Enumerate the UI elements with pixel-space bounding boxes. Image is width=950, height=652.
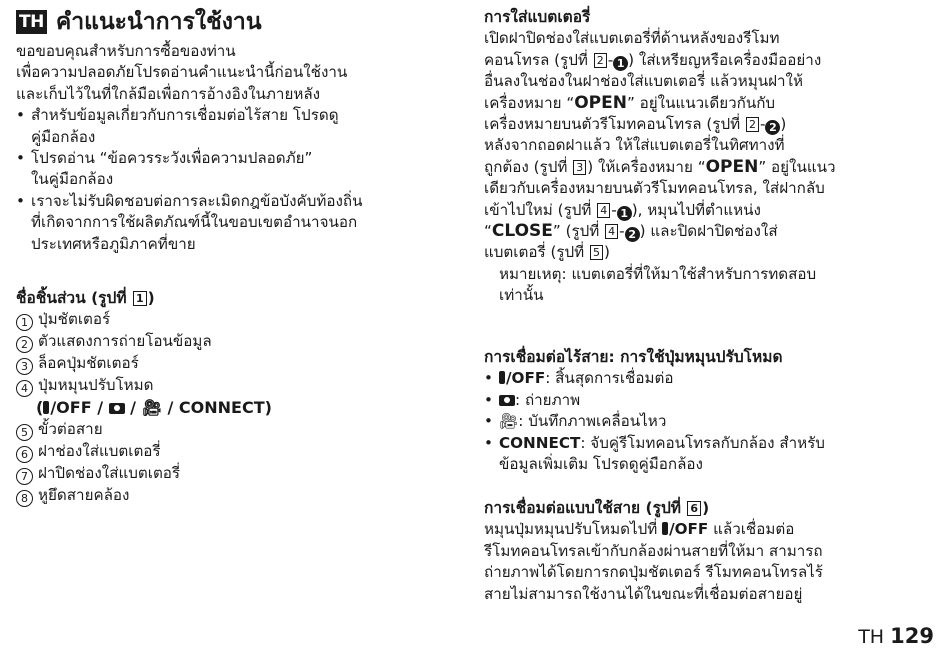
bullet-dot: • <box>16 149 25 168</box>
page-title: คำแนะนำการใช้งาน <box>55 9 262 35</box>
wireless-connect-item <box>484 433 825 476</box>
part-label: ฝาช่องใส่แบตเตอรี่ <box>38 441 161 460</box>
battery-line: “CLOSE” (รูปที่ 4 - 2 ) และปิดฝาปิดช่องใส่ <box>484 221 778 242</box>
battery-line: หลังจากถอดฝาแล้ว ให้ใส่แบตเตอรี่ในทิศทางที่ <box>484 136 785 155</box>
mode-off: /OFF / <box>50 398 109 418</box>
mode-open: ( <box>36 398 44 418</box>
camera-icon <box>109 403 125 414</box>
step-marker: 1 <box>617 206 632 221</box>
close-mark: CLOSE <box>491 221 553 242</box>
bullet-dot: • <box>16 191 25 210</box>
connect-text: : จับคู่รีโมทคอนโทรลกับกล้อง สำหรับ <box>580 433 825 452</box>
wired-heading: การเชื่อมต่อแบบใช้สาย (รูปที่ 6 ) <box>484 499 710 517</box>
battery-line: เปิดฝาปิดช่องใส่แบตเตอรี่ที่ด้านหลังของรีโมท <box>484 29 780 48</box>
battery-line: เครื่องหมายบนตัวรีโมทคอนโทรล (รูปที่ 2 - 2 ) <box>484 115 787 135</box>
wireless-camera-item <box>484 390 825 411</box>
movie-text: : บันทึกภาพเคลื่อนไหว <box>518 412 667 431</box>
bullet-3-line-2: ที่เกิดจากการใช้ผลิตภัณฑ์นี้ในขอบเขตอำนาจนอก <box>31 213 358 232</box>
wireless-heading: การเชื่อมต่อไร้สาย: การใช้ปุ่มหมุนปรับโหมด <box>484 348 783 366</box>
page-lang: TH <box>858 626 885 648</box>
part-label: ขั้วต่อสาย <box>38 419 103 438</box>
bullet-2-line-2: ในคู่มือกล้อง <box>31 170 114 189</box>
movie-icon: 🎥︎ <box>499 412 519 431</box>
wireless-section <box>484 347 825 475</box>
bullet-3-line-3: ประเทศหรือภูมิภาคที่ขาย <box>31 234 196 253</box>
battery-line: ถูกต้อง (รูปที่ 3 ) ให้เครื่องหมาย “OPEN” อยู่ในแนว <box>484 156 836 177</box>
intro-line-3: และเก็บไว้ในที่ใกล้มือเพื่อการอ้างอิงในภายหลัง <box>16 84 321 103</box>
step-marker: 1 <box>613 56 628 71</box>
part-number: 1 <box>16 314 33 331</box>
part-item-3 <box>16 353 272 375</box>
bullet-1-line-2: คู่มือกล้อง <box>31 127 96 146</box>
off-key: /OFF <box>506 369 546 388</box>
figure-ref: 4 <box>605 224 618 239</box>
battery-line: เดียวกับเครื่องหมายบนตัวรีโมทคอนโทรล, ใส่ฝากลับ <box>484 179 825 198</box>
off-text: : สิ้นสุดการเชื่อมต่อ <box>545 369 674 388</box>
section-title <box>16 7 262 37</box>
part-label: ล็อคปุ่มชัตเตอร์ <box>38 354 139 373</box>
battery-line: อื่นลงในช่องในฝาช่องใส่แบตเตอรี่ แล้วหมุนฝาให้ <box>484 72 803 91</box>
part-number: 7 <box>16 468 33 485</box>
figure-ref: 2 <box>746 117 759 132</box>
open-mark: OPEN <box>574 92 627 113</box>
part-label: ปุ่มชัตเตอร์ <box>38 310 111 329</box>
lock-icon <box>43 401 49 414</box>
part-number: 2 <box>16 336 33 353</box>
parts-heading-text: ชื่อชิ้นส่วน (รูปที่ <box>16 289 127 307</box>
page-number-value: 129 <box>890 624 934 648</box>
page-number <box>858 624 934 648</box>
part-item-5 <box>16 419 272 441</box>
part-number: 8 <box>16 490 33 507</box>
part-label: ตัวแสดงการถ่ายโอนข้อมูล <box>38 332 212 351</box>
bullet-1-line-1: สำหรับข้อมูลเกี่ยวกับการเชื่อมต่อไร้สาย โปรดดู <box>31 106 339 125</box>
bullet-dot: • <box>484 369 493 388</box>
parts-list <box>16 288 272 507</box>
open-mark: OPEN <box>705 156 759 177</box>
connect-key: CONNECT <box>499 433 581 452</box>
bullet-2 <box>16 148 363 191</box>
battery-section <box>484 7 836 307</box>
connect-text-2: ข้อมูลเพิ่มเติม โปรดดูคู่มือกล้อง <box>499 455 703 474</box>
figure-ref: 3 <box>573 160 586 175</box>
wireless-off-item <box>484 368 825 389</box>
part-label: ปุ่มหมุนปรับโหมด <box>38 376 154 395</box>
intro-line-1: ขอขอบคุณสำหรับการซื้อของท่าน <box>16 42 236 60</box>
bullet-2-line-1: โปรดอ่าน “ข้อควรระวังเพื่อความปลอดภัย” <box>31 149 313 168</box>
part-item-1 <box>16 309 272 331</box>
battery-note: หมายเหตุ: แบตเตอรี่ที่ให้มาใช้สำหรับการทดสอบ <box>499 264 817 283</box>
battery-line: เข้าไปใหม่ (รูปที่ 4 - 1 ), หมุนไปที่ตำแหน่ง <box>484 200 761 220</box>
part-label: หูยึดสายคล้อง <box>38 485 130 504</box>
wired-section <box>484 498 823 605</box>
part-item-4 <box>16 375 272 397</box>
part-item-6 <box>16 441 272 463</box>
mode-sep: / <box>124 398 142 418</box>
battery-heading: การใส่แบตเตอรี่ <box>484 8 591 26</box>
intro-line-2: เพื่อความปลอดภัยโปรดอ่านคำแนะนำนี้ก่อนใช้งาน <box>16 63 348 82</box>
lock-icon <box>662 522 668 535</box>
wired-line: รีโมทคอนโทรลเข้ากับกล้องผ่านสายที่ให้มา สามารถ <box>484 541 823 560</box>
camera-icon <box>499 395 515 406</box>
battery-line: คอนโทรล (รูปที่ 2 - 1 ) ใส่เหรียญหรือเครื่องมืออย่าง <box>484 50 822 70</box>
bullet-dot: • <box>16 106 25 125</box>
camera-text: : ถ่ายภาพ <box>515 390 581 409</box>
mode-connect: / CONNECT) <box>161 398 272 418</box>
bullet-dot: • <box>484 412 493 431</box>
off-key: /OFF <box>669 520 709 539</box>
bullet-dot: • <box>484 390 493 409</box>
figure-ref: 5 <box>590 245 603 260</box>
figure-ref: 6 <box>687 501 701 516</box>
battery-note: เท่านั้น <box>499 286 544 305</box>
parts-heading-close: ) <box>147 289 155 307</box>
step-marker: 2 <box>765 120 780 135</box>
bullet-3-line-1: เราจะไม่รับผิดชอบต่อการละเมิดกฎข้อบังคับท้องถิ่น <box>31 191 363 210</box>
intro-text <box>16 41 363 255</box>
mode-dial-positions <box>16 397 272 418</box>
step-marker: 2 <box>625 227 640 242</box>
movie-icon: 🎥︎ <box>141 398 162 418</box>
bullet-dot: • <box>484 433 493 452</box>
bullet-3 <box>16 191 363 255</box>
wired-line: หมุนปุ่มหมุนปรับโหมดไปที่ /OFF แล้วเชื่อมต่อ <box>484 520 795 539</box>
wireless-movie-item <box>484 411 825 432</box>
figure-ref: 1 <box>133 291 147 306</box>
part-item-2 <box>16 331 272 353</box>
wired-line: สายไม่สามารถใช้งานได้ในขณะที่เชื่อมต่อสายอยู่ <box>484 584 803 603</box>
battery-line: เครื่องหมาย “OPEN” อยู่ในแนวเดียวกันกับ <box>484 92 776 113</box>
part-label: ฝาปิดช่องใส่แบตเตอรี่ <box>38 463 181 482</box>
part-item-7 <box>16 463 272 485</box>
bullet-1 <box>16 105 363 148</box>
wired-line: ถ่ายภาพได้โดยการกดปุ่มชัตเตอร์ รีโมทคอนโทรลไร้ <box>484 563 823 582</box>
battery-line: แบตเตอรี่ (รูปที่ 5 ) <box>484 243 610 262</box>
part-number: 6 <box>16 446 33 463</box>
figure-ref: 2 <box>594 53 607 68</box>
lock-icon <box>499 371 505 384</box>
language-badge: TH <box>16 10 47 34</box>
part-item-8 <box>16 485 272 507</box>
figure-ref: 4 <box>597 203 610 218</box>
part-number: 5 <box>16 424 33 441</box>
part-number: 4 <box>16 380 33 397</box>
part-number: 3 <box>16 358 33 375</box>
parts-heading <box>16 288 272 309</box>
